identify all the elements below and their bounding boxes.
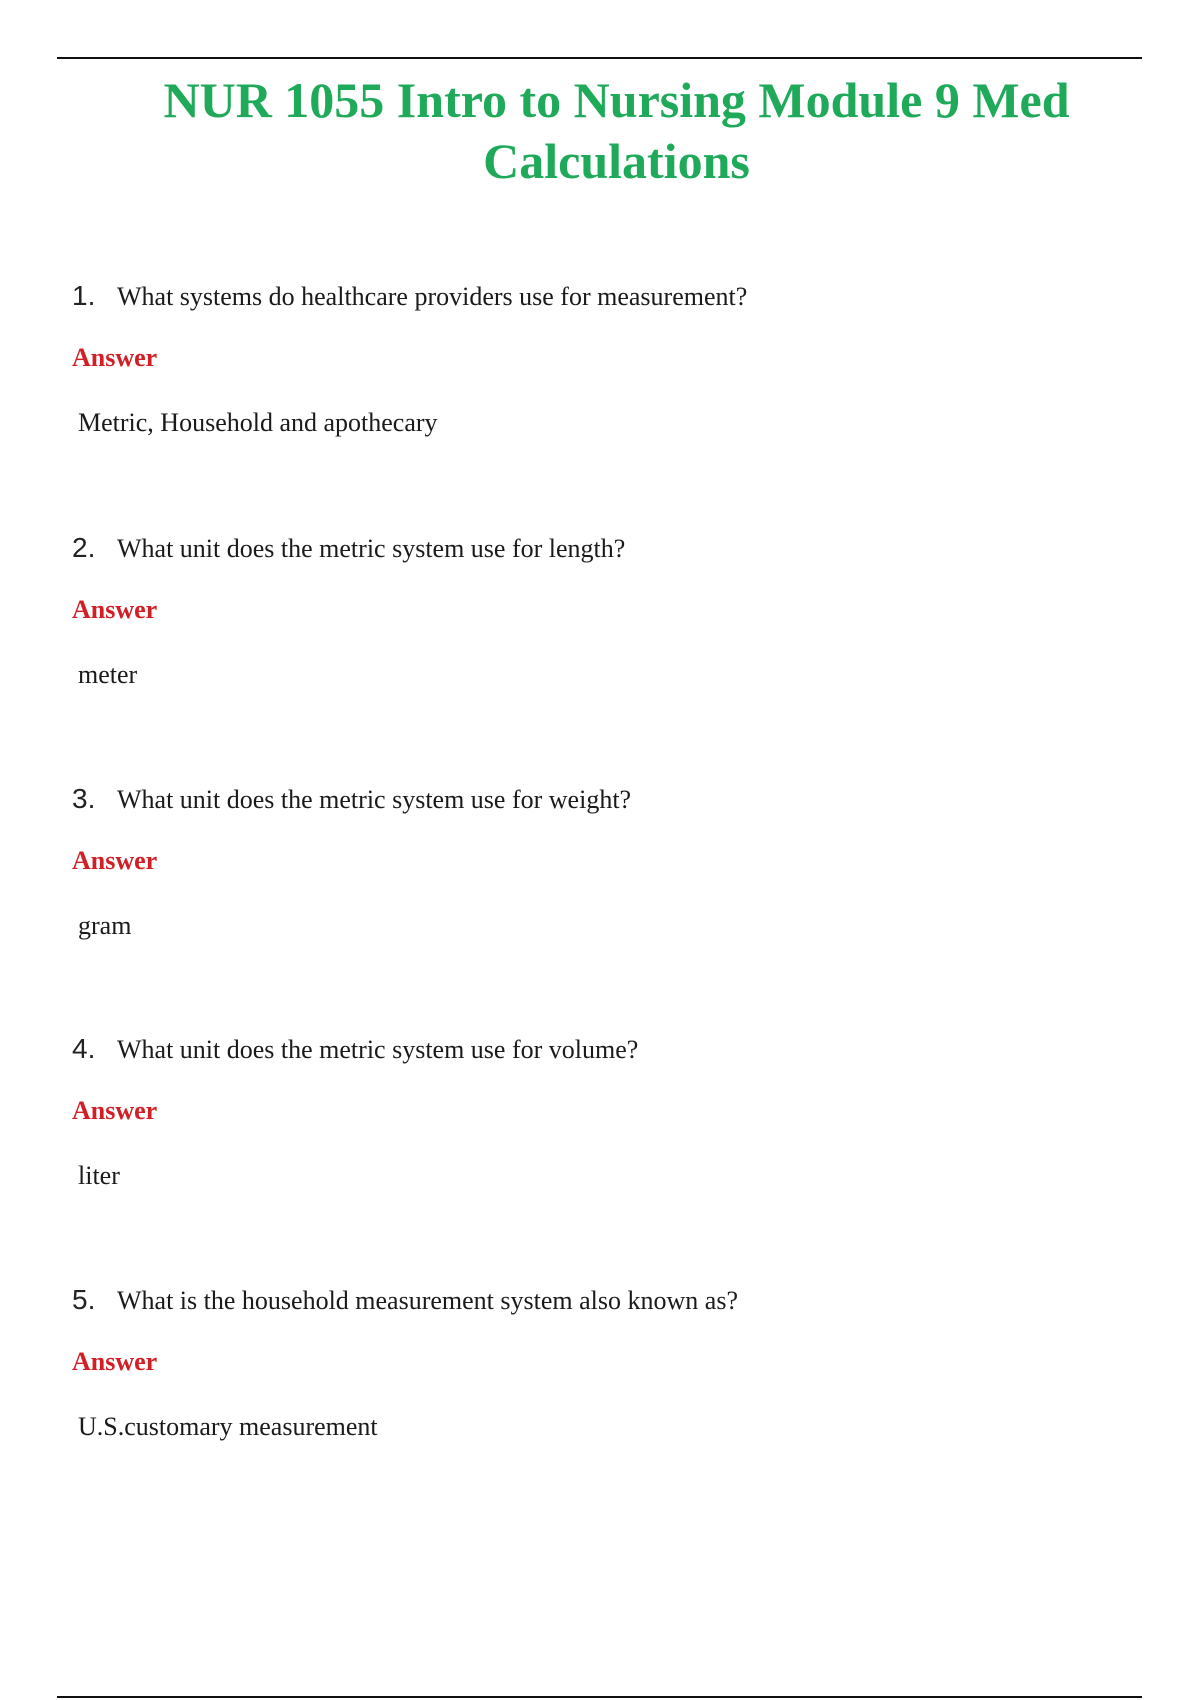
answer-label: Answer <box>72 1096 158 1125</box>
question-number: 1. <box>72 280 96 311</box>
question-row <box>72 532 1132 564</box>
answer-label: Answer <box>72 1347 158 1376</box>
answer-text: liter <box>78 1161 120 1190</box>
qa-item-3 <box>72 783 1132 942</box>
answer-text: Metric, Household and apothecary <box>78 408 438 437</box>
answer-text: gram <box>78 911 132 940</box>
qa-item-5 <box>72 1284 1132 1443</box>
answer-label: Answer <box>72 343 158 372</box>
qa-item-2 <box>72 532 1132 691</box>
question-row <box>72 1033 1132 1065</box>
question-number: 5. <box>72 1284 96 1315</box>
top-rule <box>57 57 1142 59</box>
question-number: 3. <box>72 783 96 814</box>
question-text: What unit does the metric system use for length? <box>117 534 626 563</box>
document-title: NUR 1055 Intro to Nursing Module 9 Med Calculations <box>163 72 1070 189</box>
question-text: What unit does the metric system use for weight? <box>117 785 632 814</box>
question-text: What unit does the metric system use for volume? <box>117 1035 639 1064</box>
qa-item-4 <box>72 1033 1132 1192</box>
answer-text: meter <box>78 660 138 689</box>
question-number: 4. <box>72 1033 96 1064</box>
question-text: What systems do healthcare providers use for measurement? <box>117 282 748 311</box>
question-row <box>72 1284 1132 1316</box>
question-row <box>72 783 1132 815</box>
question-row <box>72 280 1132 312</box>
answer-text: U.S.customary measurement <box>78 1412 378 1441</box>
qa-item-1 <box>72 280 1132 439</box>
bottom-rule <box>57 1696 1142 1698</box>
answer-label: Answer <box>72 846 158 875</box>
answer-label: Answer <box>72 595 158 624</box>
question-text: What is the household measurement system also known as? <box>117 1286 738 1315</box>
question-number: 2. <box>72 532 96 563</box>
